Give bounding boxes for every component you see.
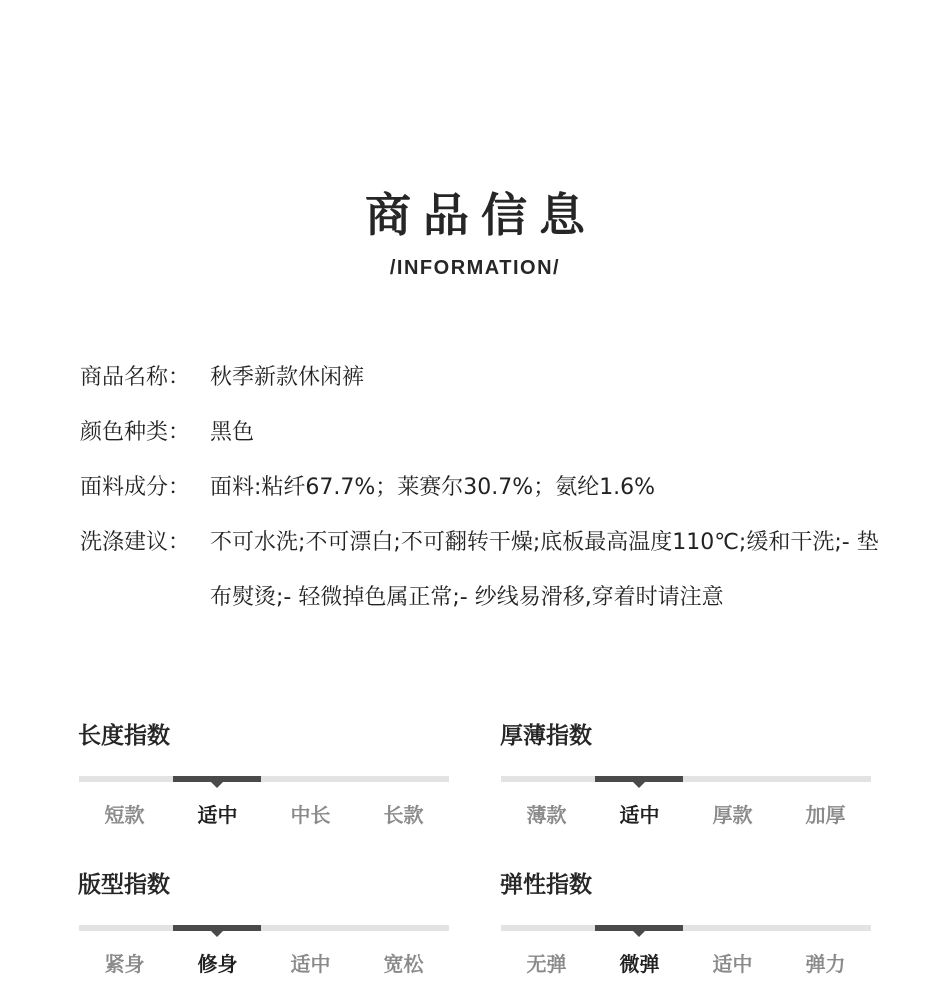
index-title: 厚薄指数 xyxy=(500,723,592,749)
index-options xyxy=(500,800,872,830)
index-options xyxy=(500,949,872,979)
index-track xyxy=(79,776,449,782)
index-thickness xyxy=(500,720,872,827)
index-option: 适中 xyxy=(712,952,753,976)
index-option: 长款 xyxy=(383,803,424,827)
index-option: 宽松 xyxy=(383,952,424,976)
index-option-selected: 微弹 xyxy=(619,952,660,976)
index-option: 薄款 xyxy=(526,803,567,827)
index-title: 弹性指数 xyxy=(500,872,592,898)
index-option: 中长 xyxy=(290,803,331,827)
index-option: 无弹 xyxy=(526,952,567,976)
info-value: 面料:粘纤67.7%；莱赛尔30.7%；氨纶1.6% xyxy=(210,475,656,500)
info-label: 洗涤建议： xyxy=(80,530,191,555)
index-option: 紧身 xyxy=(104,952,145,976)
index-pointer-icon xyxy=(211,782,223,788)
index-pointer-icon xyxy=(633,931,645,937)
index-track xyxy=(79,925,449,931)
product-info-list xyxy=(80,350,880,625)
info-row-fabric xyxy=(80,460,880,515)
info-row-name xyxy=(80,350,880,405)
index-option: 适中 xyxy=(290,952,331,976)
index-length xyxy=(78,720,450,827)
info-header xyxy=(0,185,950,280)
index-option: 弹力 xyxy=(805,952,846,976)
index-fit xyxy=(78,869,450,976)
info-row-color xyxy=(80,405,880,460)
page-subtitle: /INFORMATION/ xyxy=(389,257,561,279)
index-option: 厚款 xyxy=(712,803,753,827)
index-pointer-icon xyxy=(211,931,223,937)
info-value: 不可水洗;不可漂白;不可翻转干燥;底板最高温度110℃;缓和干洗;- 垫布熨烫;- 轻微掉色属正常;- 纱线易滑移,穿着时请注意 xyxy=(210,530,879,610)
index-option-selected: 适中 xyxy=(619,803,660,827)
index-track xyxy=(501,925,871,931)
info-label: 面料成分： xyxy=(80,475,191,500)
index-elasticity xyxy=(500,869,872,976)
info-value: 黑色 xyxy=(210,420,255,445)
info-row-washing xyxy=(80,515,880,625)
info-value: 秋季新款休闲裤 xyxy=(210,365,365,390)
index-option-selected: 修身 xyxy=(197,952,238,976)
index-options xyxy=(78,800,450,830)
info-label: 商品名称： xyxy=(80,365,191,390)
index-option-selected: 适中 xyxy=(197,803,238,827)
index-option: 加厚 xyxy=(805,803,846,827)
index-pointer-icon xyxy=(633,782,645,788)
index-title: 长度指数 xyxy=(78,723,170,749)
index-option: 短款 xyxy=(104,803,145,827)
index-title: 版型指数 xyxy=(78,872,170,898)
info-label: 颜色种类： xyxy=(80,420,191,445)
index-options xyxy=(78,949,450,979)
page-title: 商品信息 xyxy=(365,188,597,242)
index-track xyxy=(501,776,871,782)
